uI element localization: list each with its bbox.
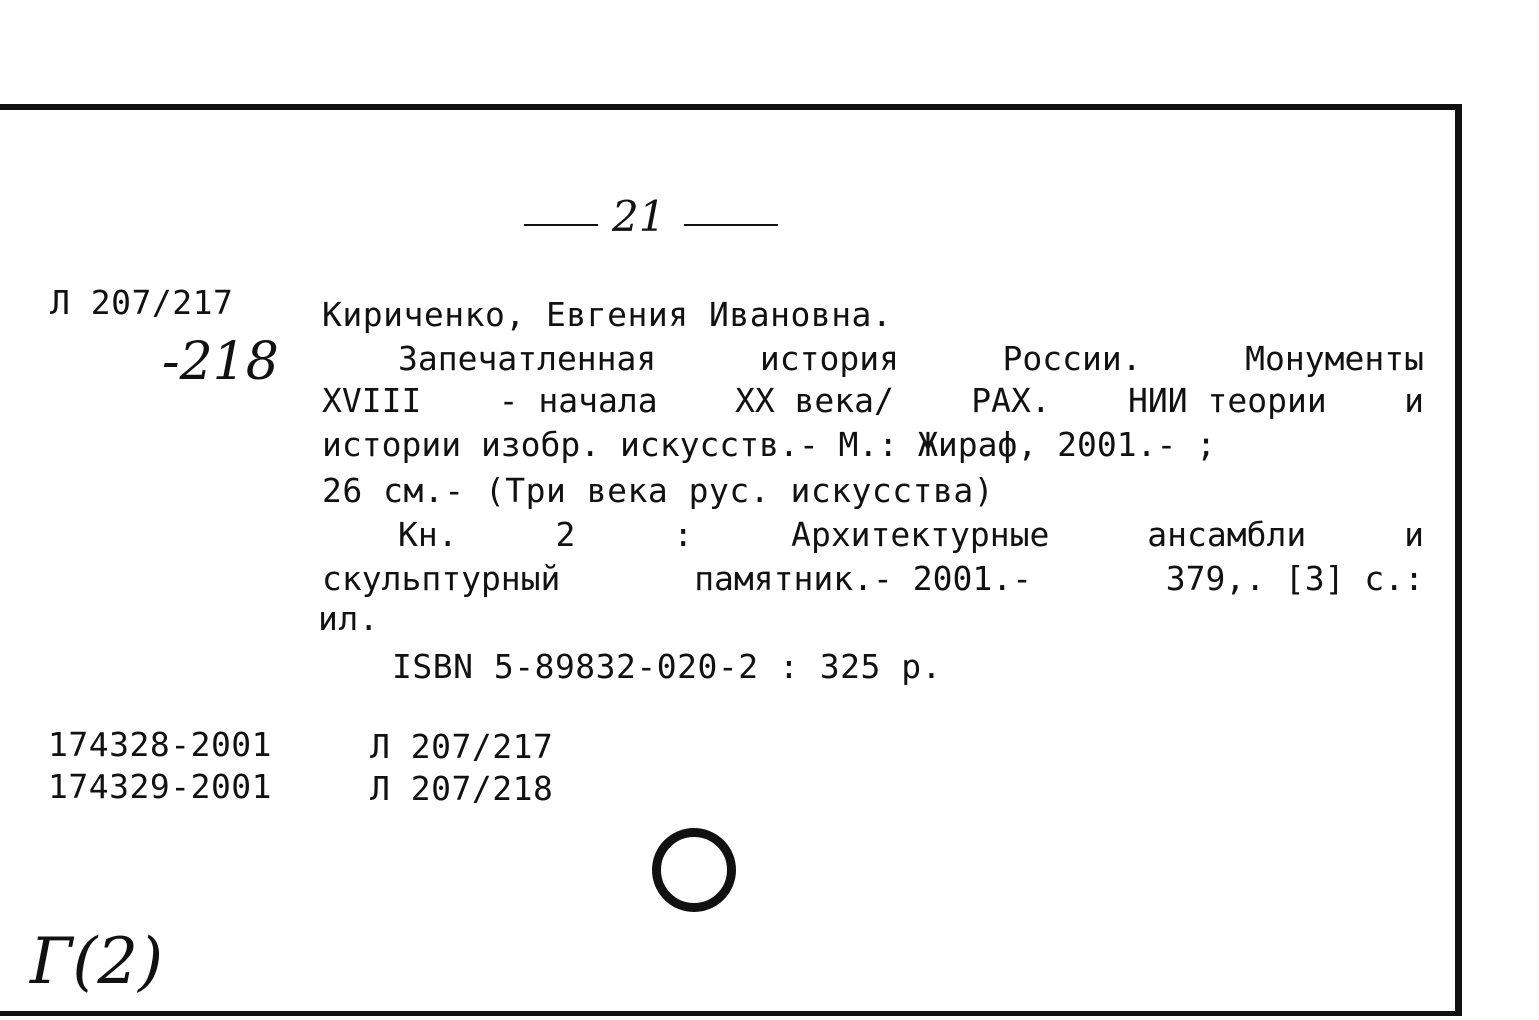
word: России. (1002, 339, 1142, 378)
volume-line-2 (322, 559, 1424, 598)
line-text: истории изобр. искусств.- М.: Жираф, 2001.- ; (322, 425, 1217, 464)
word: НИИ теории (1128, 381, 1327, 420)
inventory-number: 174328-2001 (48, 725, 273, 764)
title-line-3 (322, 425, 1424, 464)
word: и (1404, 515, 1424, 554)
volume-line-1 (398, 515, 1424, 554)
word: памятник.- 2001.- (694, 559, 1032, 598)
word: Запечатленная (398, 339, 657, 378)
word: 2 (555, 515, 576, 554)
word: и (1404, 381, 1424, 420)
author-heading: Кириченко, Евгения Ивановна. (322, 295, 893, 334)
word: Монументы (1245, 339, 1424, 378)
word: : (673, 515, 694, 554)
word: скульптурный (322, 559, 561, 598)
word: Кн. (398, 515, 458, 554)
title-line-1 (398, 339, 1424, 378)
inventory-shelf: Л 207/217 (370, 727, 554, 766)
volume-line-3: ил. (318, 599, 380, 638)
top-dash-left (524, 224, 598, 226)
shelf-mark: Л 207/217 (50, 283, 234, 322)
word: XVIII (322, 381, 422, 420)
title-line-2 (322, 381, 1424, 420)
inventory-shelf: Л 207/218 (370, 769, 554, 808)
word: ансамбли (1147, 515, 1307, 554)
word: XX века/ (734, 381, 894, 420)
word: РАХ. (971, 381, 1051, 420)
title-line-4: 26 см.- (Три века рус. искусства) (322, 471, 995, 510)
word: Архитектурные (791, 515, 1050, 554)
corner-note-handwritten: Г(2) (30, 925, 164, 999)
word: - начала (498, 381, 658, 420)
word: история (759, 339, 899, 378)
punch-hole (652, 828, 736, 912)
word: 379,. [3] с.: (1165, 559, 1424, 598)
handwritten-number: 21 (612, 192, 666, 241)
isbn-line: ISBN 5-89832-020-2 : 325 р. (392, 647, 942, 686)
inventory-number: 174329-2001 (48, 767, 273, 806)
shelf-mark-handwritten: -218 (162, 332, 279, 392)
top-dash-right (684, 224, 778, 226)
